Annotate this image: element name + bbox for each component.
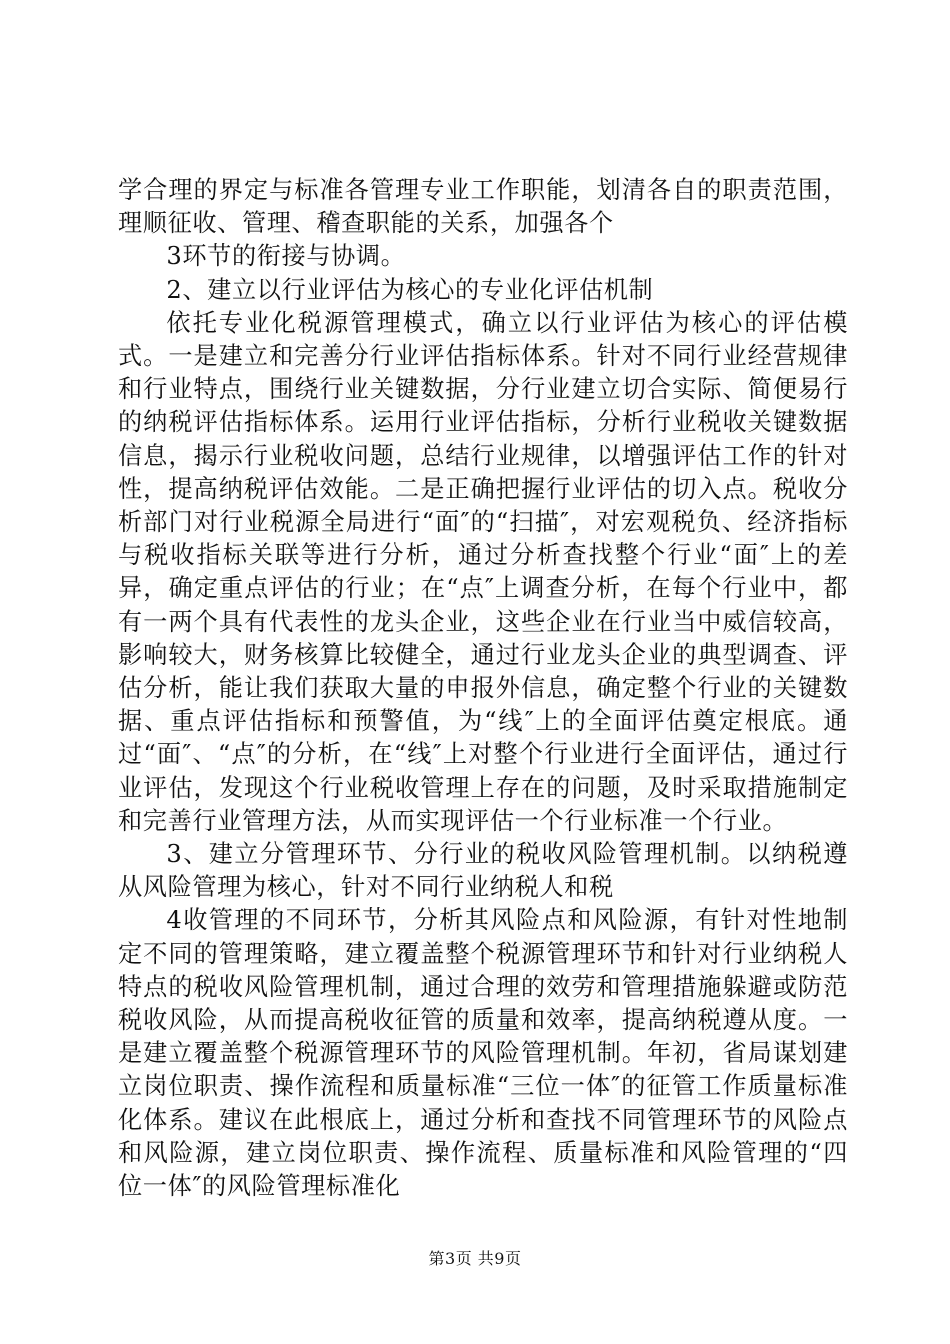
page-number-label: 第3页 共9页 — [428, 1249, 522, 1268]
document-body — [118, 174, 848, 1203]
paragraph-4: 依托专业化税源管理模式，确立以行业评估为核心的评估模式。一是建立和完善分行业评估指标体系。针对不同行业经营规律和行业特点，围绕行业关键数据，分行业建立切合实际、简便易行的纳税评估指标体系。运用行业评估指标，分析行业税收关键数据信息，揭示行业税收问题，总结行业规律，以增强评估工作的针对性，提高纳税评估效能。二是正确把握行业评估的切入点。税收分析部门对行业税源全局进行“面″的“扫描″，对宏观税负、经济指标与税收指标关联等进行分析，通过分析查找整个行业“面″上的差异，确定重点评估的行业；在“点″上调查分析，在每个行业中，都有一两个具有代表性的龙头企业，这些企业在行业当中威信较高，影响较大，财务核算比较健全，通过行业龙头企业的典型调查、评估分析，能让我们获取大量的申报外信息，确定整个行业的关键数据、重点评估指标和预警值，为“线″上的全面评估奠定根底。通过“面″、“点″的分析，在“线″上对整个行业进行全面评估，通过行业评估，发现这个行业税收管理上存在的问题，及时采取措施制定和完善行业管理方法，从而实现评估一个行业标准一个行业。 — [118, 308, 848, 835]
paragraph-6: 4收管理的不同环节，分析其风险点和风险源，有针对性地制定不同的管理策略，建立覆盖整个税源管理环节和针对行业纳税人特点的税收风险管理机制，通过合理的效劳和管理措施躲避或防范税收风险，从而提高税收征管的质量和效率，提高纳税遵从度。一是建立覆盖整个税源管理环节的风险管理机制。年初，省局谋划建立岗位职责、操作流程和质量标准“三位一体″的征管工作质量标准化体系。建议在此根底上，通过分析和查找不同管理环节的风险点和风险源，建立岗位职责、操作流程、质量标准和风险管理的“四位一体″的风险管理标准化 — [118, 906, 848, 1201]
paragraph-1: 学合理的界定与标准各管理专业工作职能，划清各自的职责范围，理顺征收、管理、稽查职能的关系，加强各个 — [118, 176, 848, 238]
paragraph-3-heading: 2、建立以行业评估为核心的专业化评估机制 — [166, 275, 654, 304]
paragraph-5: 3、建立分管理环节、分行业的税收风险管理机制。以纳税遵从风险管理为核心，针对不同行业纳税人和税 — [118, 840, 848, 902]
page-footer — [0, 1248, 950, 1270]
paragraph-2: 3环节的衔接与协调。 — [166, 242, 406, 271]
